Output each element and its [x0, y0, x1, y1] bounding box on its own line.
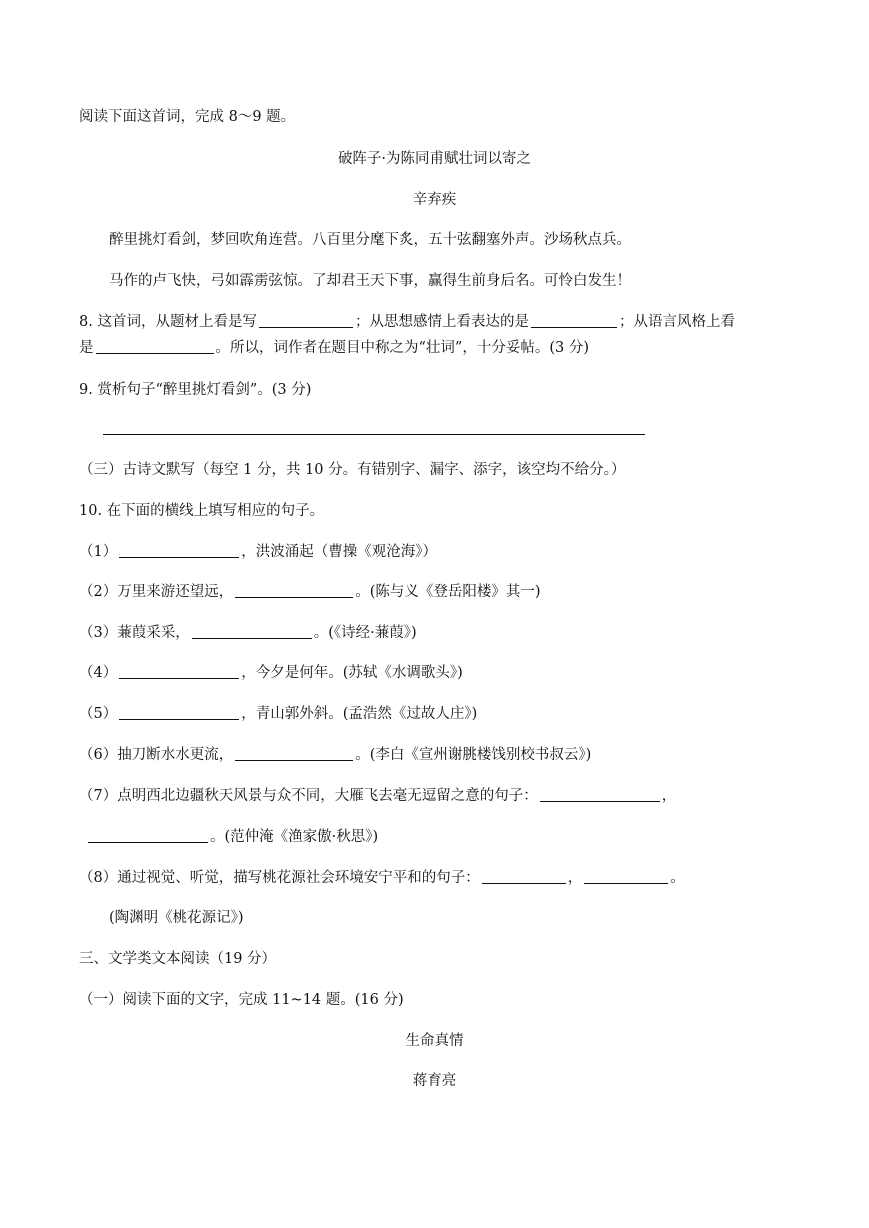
fill-3-source: 。(《诗经·蒹葭》)	[313, 625, 417, 641]
fill-item-4	[79, 663, 463, 683]
fill-4-number: （4）	[79, 665, 118, 681]
fill-item-1	[79, 542, 437, 562]
q8-blank-style[interactable]	[96, 339, 214, 354]
fill-8-prompt: （8）通过视觉、听觉，描写桃花源社会环境安宁平和的句子：	[79, 870, 480, 886]
fill-item-7-line-2	[86, 827, 378, 847]
q8-blank-emotion[interactable]	[531, 313, 617, 328]
question-8-line-1	[79, 312, 735, 332]
fill-7-comma: ，	[661, 788, 677, 804]
fill-4-blank[interactable]	[119, 664, 239, 679]
fill-3-blank[interactable]	[192, 624, 312, 639]
q8-text-3: ；从语言风格上看	[618, 314, 735, 330]
fill-8-blank-1[interactable]	[482, 869, 566, 884]
fill-item-3	[79, 623, 417, 643]
fill-5-source: ，青山郭外斜。(孟浩然《过故人庄》)	[241, 706, 478, 722]
fill-2-source: 。(陈与义《登岳阳楼》其一)	[355, 584, 541, 600]
fill-1-blank[interactable]	[119, 543, 239, 558]
fill-item-7-line-1	[79, 786, 676, 806]
q8-text-1: 8. 这首词，从题材上看是写	[79, 314, 257, 330]
fill-8-end: 。	[670, 870, 685, 886]
section-3-subheading: （三）古诗文默写（每空 1 分，共 10 分。有错别字、漏字、添字，该空均不给分。）	[79, 462, 626, 478]
fill-1-source: ，洪波涌起（曹操《观沧海》）	[241, 544, 437, 560]
fill-6-source: 。(李白《宣州谢朓楼饯别校书叔云》)	[355, 747, 592, 763]
fill-7-blank-1[interactable]	[540, 787, 660, 802]
reading-intro: 阅读下面这首词，完成 8～9 题。	[79, 109, 296, 125]
fill-4-source: ，今夕是何年。(苏轼《水调歌头》)	[241, 665, 463, 681]
article-title: 生命真情	[405, 1033, 464, 1049]
poem-title: 破阵子·为陈同甫赋壮词以寄之	[337, 151, 532, 167]
poem-line-1: 醉里挑灯看剑，梦回吹角连营。八百里分麾下炙，五十弦翻塞外声。沙场秋点兵。	[109, 232, 631, 248]
question-10: 10. 在下面的横线上填写相应的句子。	[79, 503, 325, 519]
fill-5-number: （5）	[79, 706, 118, 722]
article-author: 蒋育亮	[412, 1073, 457, 1089]
fill-1-number: （1）	[79, 544, 118, 560]
fill-2-prompt: （2）万里来游还望远，	[79, 584, 234, 600]
poem-author: 辛弃疾	[412, 192, 457, 208]
fill-7-blank-2[interactable]	[88, 828, 208, 843]
fill-6-blank[interactable]	[235, 746, 353, 761]
fill-7-source: 。(范仲淹《渔家傲·秋思》)	[210, 829, 379, 845]
q8-blank-theme[interactable]	[259, 313, 353, 328]
q8-text-4: 是	[79, 340, 94, 356]
fill-5-blank[interactable]	[119, 705, 239, 720]
fill-8-comma: ，	[567, 870, 583, 886]
fill-3-prompt: （3）蒹葭采采，	[79, 625, 190, 641]
fill-item-2	[79, 582, 541, 602]
fill-item-8	[79, 868, 685, 888]
fill-item-5	[79, 704, 477, 724]
question-8-line-2	[79, 338, 589, 358]
fill-6-prompt: （6）抽刀断水水更流，	[79, 747, 234, 763]
fill-item-6	[79, 745, 591, 765]
reading-subheading: （一）阅读下面的文字，完成 11~14 题。(16 分)	[79, 992, 404, 1008]
fill-7-prompt: （7）点明西北边疆秋天风景与众不同，大雁飞去毫无逗留之意的句子：	[79, 788, 538, 804]
fill-8-source: (陶渊明《桃花源记》)	[109, 910, 244, 926]
fill-2-blank[interactable]	[235, 583, 353, 598]
question-9: 9. 赏析句子“醉里挑灯看剑”。(3 分)	[79, 382, 312, 398]
fill-8-blank-2[interactable]	[584, 869, 668, 884]
poem-line-2: 马作的卢飞快，弓如霹雳弦惊。了却君王天下事，赢得生前身后名。可怜白发生！	[109, 273, 631, 289]
q8-text-2: ；从思想感情上看表达的是	[354, 314, 529, 330]
q9-answer-line[interactable]	[103, 434, 645, 435]
section-3-heading: 三、文学类文本阅读（19 分）	[79, 951, 277, 967]
q8-text-5: 。所以，词作者在题目中称之为“壮词”，十分妥帖。(3 分)	[215, 340, 589, 356]
